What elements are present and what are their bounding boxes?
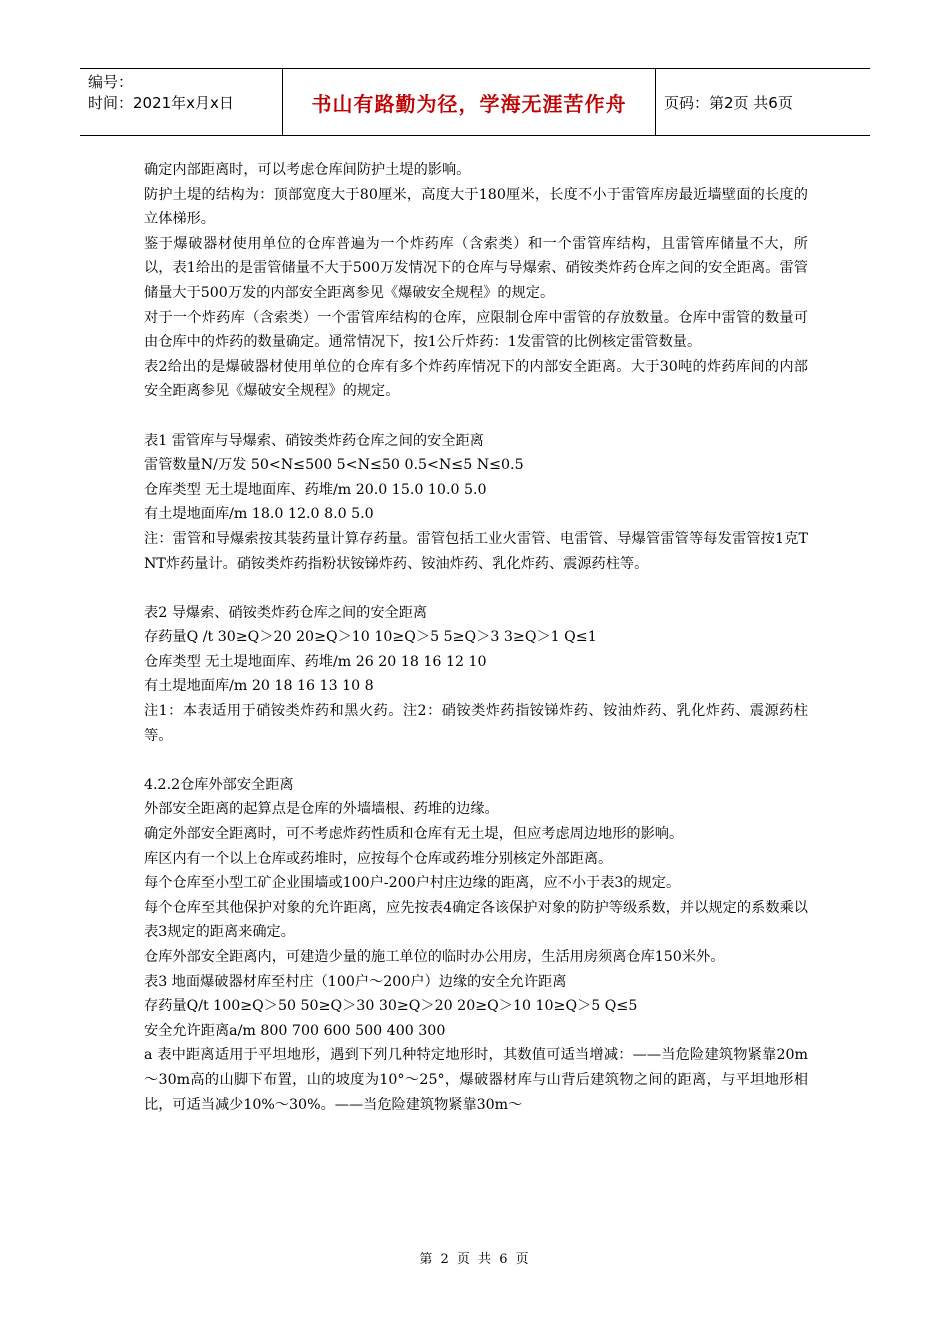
table-2-row: 有土堤地面库/m 20 18 16 13 10 8 (144, 678, 374, 695)
section-heading: 4.2.2仓库外部安全距离 (144, 776, 294, 793)
table-2-row: 存药量Q /t 30≥Q＞20 20≥Q＞10 10≥Q＞5 5≥Q＞3 3≥Q＞1 Q≤1 (144, 629, 597, 646)
table-3-row: 存药量Q/t 100≥Q＞50 50≥Q＞30 30≥Q＞20 20≥Q＞10 10≥Q＞5 Q≤5 (144, 998, 638, 1015)
blank-line (144, 404, 808, 429)
paragraph: 鉴于爆破器材使用单位的仓库普遍为一个炸药库（含索类）和一个雷管库结构，且雷管库储量不大，所以，表1给出的是雷管储量不大于500万发情况下的仓库与导爆索、硝铵类炸药仓库之间的安全距离。雷管储量大于500万发的内部安全距离参见《爆破安全规程》的规定。 (144, 235, 808, 301)
document-date: 时间：2021年x月x日 (88, 94, 234, 112)
table-1-title: 表1 雷管库与导爆索、硝铵类炸药仓库之间的安全距离 (144, 432, 484, 449)
paragraph: 库区内有一个以上仓库或药堆时，应按每个仓库或药堆分别核定外部距离。 (144, 850, 613, 867)
paragraph: 每个仓库至其他保护对象的允许距离，应先按表4确定各该保护对象的防护等级系数，并以规定的系数乘以表3规定的距离来确定。 (144, 899, 808, 941)
table-1-row: 雷管数量N/万发 50<N≤500 5<N≤50 0.5<N≤5 N≤0.5 (144, 457, 524, 474)
table-1-row: 仓库类型 无土堤地面库、药堆/m 20.0 15.0 10.0 5.0 (144, 481, 487, 498)
paragraph: 每个仓库至小型工矿企业围墙或100户-200户村庄边缘的距离，应不小于表3的规定。 (144, 875, 681, 892)
document-number-label: 编号： (88, 73, 134, 91)
table-2-title: 表2 导爆索、硝铵类炸药仓库之间的安全距离 (144, 604, 428, 621)
paragraph: 防护土堤的结构为：顶部宽度大于80厘米，高度大于180厘米，长度不小于雷管库房最近墙壁面的长度的立体梯形。 (144, 186, 808, 228)
document-body (144, 158, 808, 1117)
page-footer: 第 2 页 共 6 页 (419, 1252, 531, 1267)
page-header (80, 68, 870, 136)
paragraph: 外部安全距离的起算点是仓库的外墙墙根、药堆的边缘。 (144, 801, 499, 818)
table-3-title: 表3 地面爆破器材库至村庄（100户～200户）边缘的安全允许距离 (144, 973, 567, 990)
table-1-row: 有土堤地面库/m 18.0 12.0 8.0 5.0 (144, 506, 374, 523)
blank-line (144, 748, 808, 773)
paragraph: 对于一个炸药库（含索类）一个雷管库结构的仓库，应限制仓库中雷管的存放数量。仓库中雷管的数量可由仓库中的炸药的数量确定。通常情况下，按1公斤炸药：1发雷管的比例核定雷管数量。 (144, 309, 808, 351)
header-motto: 书山有路勤为径，学海无涯苦作舟 (283, 69, 656, 135)
header-page-number: 页码：第2页 共6页 (664, 93, 793, 112)
paragraph: 确定外部安全距离时，可不考虑炸药性质和仓库有无土堤，但应考虑周边地形的影响。 (144, 826, 684, 843)
table-2-note: 注1：本表适用于硝铵类炸药和黑火药。注2：硝铵类炸药指铵锑炸药、铵油炸药、乳化炸药、震源药柱等。 (144, 703, 808, 744)
paragraph: 表2给出的是爆破器材使用单位的仓库有多个炸药库情况下的内部安全距离。大于30吨的炸药库间的内部安全距离参见《爆破安全规程》的规定。 (144, 358, 808, 400)
table-2-row: 仓库类型 无土堤地面库、药堆/m 26 20 18 16 12 10 (144, 653, 487, 670)
paragraph: 确定内部距离时，可以考虑仓库间防护土堤的影响。 (144, 162, 471, 178)
paragraph: 仓库外部安全距离内，可建造少量的施工单位的临时办公用房，生活用房须离仓库150米外。 (144, 949, 725, 965)
header-meta (80, 69, 283, 135)
blank-line (144, 576, 808, 601)
table-3-row: 安全允许距离a/m 800 700 600 500 400 300 (144, 1022, 446, 1039)
table-1-note: 注：雷管和导爆索按其装药量计算存药量。雷管包括工业火雷管、电雷管、导爆管雷管等每发雷管按1克TNT炸药量计。硝铵类炸药指粉状铵锑炸药、铵油炸药、乳化炸药、震源药柱等。 (144, 530, 808, 572)
table-3-note: a 表中距离适用于平坦地形，遇到下列几种特定地形时，其数值可适当增减：——当危险建筑物紧靠20m～30m高的山脚下布置，山的坡度为10°～25°，爆破器材库与山背后建筑物之间的距离，与平坦地形相比，可适当减少10%～30%。——当危险建筑物紧靠30m～ (144, 1047, 808, 1113)
